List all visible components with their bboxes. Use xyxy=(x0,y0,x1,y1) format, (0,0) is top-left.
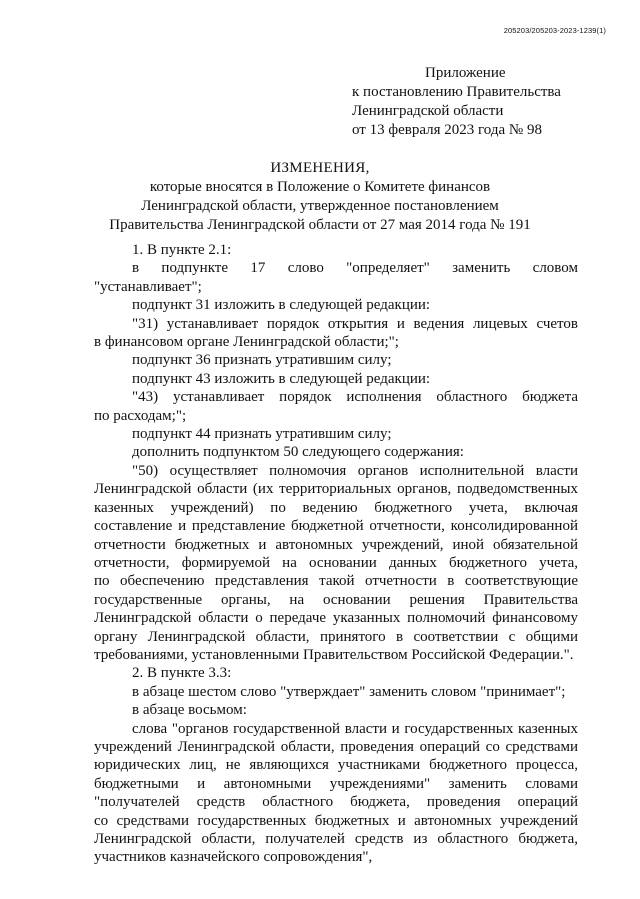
document-title xyxy=(0,159,640,235)
title-line: которые вносятся в Положение о Комитете финансов xyxy=(149,179,491,195)
appendix-line: к постановлению Правительства xyxy=(352,84,561,100)
paragraph-line: в абзаце восьмом: xyxy=(132,702,247,719)
paragraph-line: "получателей средств областного бюджета, проведения операций xyxy=(94,794,578,811)
paragraph-line: подпункт 43 изложить в следующей редакции: xyxy=(132,370,431,387)
paragraph-line: дополнить подпунктом 50 следующего содержания: xyxy=(132,444,464,461)
appendix-block xyxy=(352,64,561,140)
paragraph-line: подпункт 44 признать утратившим силу; xyxy=(132,426,392,443)
paragraph-line: отчетности бюджетных и автономных учреждений, иной обязательной xyxy=(94,536,578,553)
paragraph-line: "устанавливает"; xyxy=(94,278,202,295)
paragraph-line: требованиями, установленными Правительством Российской Федерации.". xyxy=(94,646,574,663)
paragraph-line: 1. В пункте 2.1: xyxy=(132,242,232,258)
paragraph-line: подпункт 36 признать утратившим силу; xyxy=(132,352,392,369)
paragraph-line: органу Ленинградской области, принятого в соответствии с общими xyxy=(94,628,578,645)
title-heading: ИЗМЕНЕНИЯ, xyxy=(270,160,370,176)
paragraph-line: казенных учреждений) по ведению бюджетного учета, включая xyxy=(94,499,578,516)
paragraph-line: по обеспечению представления такой отчетности в соответствующие xyxy=(94,573,578,590)
paragraph-line: Ленинградской области, получателей средств из областного бюджета, xyxy=(94,831,578,847)
paragraph-line: по расходам;"; xyxy=(94,407,187,424)
appendix-line: Приложение xyxy=(425,65,506,81)
paragraph-line: в финансовом органе Ленинградской области;"; xyxy=(94,334,399,351)
title-line: Ленинградской области, утвержденное постановлением xyxy=(141,198,499,214)
paragraph-line: "50) осуществляет полномочия органов исполнительной власти xyxy=(132,462,578,479)
paragraph-line: бюджетными и автономными учреждениями" заменить словами xyxy=(94,775,578,792)
paragraph-line: участников казначейского сопровождения", xyxy=(94,849,373,866)
paragraph-line: отчетности, формируемой на основании данных бюджетного учета, xyxy=(94,554,578,571)
paragraph-line: Ленинградской области о передаче указанных полномочий финансовому xyxy=(94,610,578,627)
paragraph-line: 2. В пункте 3.3: xyxy=(132,665,232,682)
appendix-line: Ленинградской области xyxy=(352,103,504,119)
appendix-line: от 13 февраля 2023 года № 98 xyxy=(352,122,542,138)
paragraph-line: Ленинградской области (их территориальных органов, подведомственных xyxy=(94,481,578,498)
paragraph-line: слова "органов государственной власти и государственных казенных xyxy=(132,720,578,737)
paragraph-line: "31) устанавливает порядок открытия и ведения лицевых счетов xyxy=(132,315,578,332)
document-id: 205203/205203-2023-1239(1) xyxy=(503,26,606,35)
paragraph-line: составление и представление бюджетной отчетности, консолидированной xyxy=(94,518,578,535)
paragraph-line: учреждений Ленинградской области, проведения операций со средствами xyxy=(94,738,578,755)
paragraph-line: подпункт 31 изложить в следующей редакции: xyxy=(132,297,431,314)
paragraph-line: юридических лиц, не являющихся участниками бюджетного процесса, xyxy=(94,757,578,774)
document-body xyxy=(94,241,578,867)
paragraph-line: со средствами государственных бюджетных и автономных учреждений xyxy=(94,812,578,829)
paragraph-line: государственные органы, на основании решения Правительства xyxy=(94,591,578,608)
paragraph-line: в абзаце шестом слово "утверждает" заменить словом "принимает"; xyxy=(132,683,566,700)
title-line: Правительства Ленинградской области от 27 мая 2014 года № 191 xyxy=(109,217,531,233)
paragraph-line: "43) устанавливает порядок исполнения областного бюджета xyxy=(132,389,578,406)
paragraph-line: в подпункте 17 слово "определяет" заменить словом xyxy=(132,260,578,277)
